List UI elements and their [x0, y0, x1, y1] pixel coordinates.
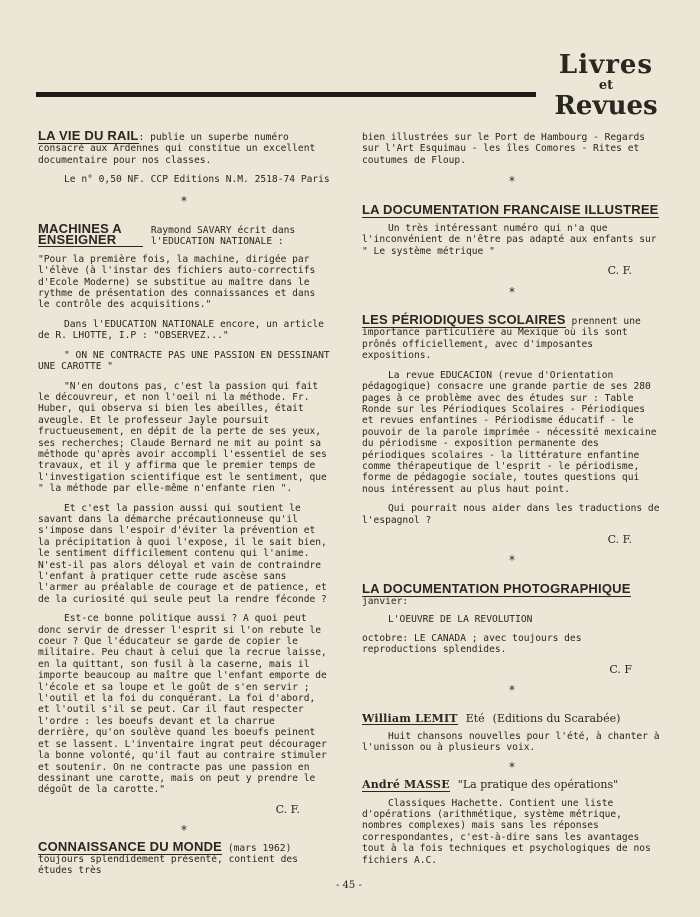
review-connaissance [38, 838, 330, 877]
review-text: (mars 1962) toujours splendidement présenté, contient des études très [38, 842, 298, 877]
title-line-1: Livres [558, 50, 654, 80]
header-rule [36, 92, 536, 97]
left-column [38, 130, 330, 885]
review-text: octobre: LE CANADA ; avec toujours des reproductions splendides. [362, 633, 582, 656]
review-text: Huit chansons nouvelles pour l'été, à chanter à l'unisson ou à plusieurs voix. [362, 731, 660, 754]
continued-text: bien illustrées sur le Port de Hambourg - Regards sur l'Art Esquimau - les îles Comores - Rites et coutumes de Floup. [362, 132, 646, 166]
review-heading: LA VIE DU RAIL [38, 128, 139, 143]
review-author: William LEMIT [362, 711, 458, 725]
review-subtitle: L'OEUVRE DE LA REVOLUTION [388, 613, 533, 625]
review-vie-du-rail [38, 130, 330, 166]
page-number: - 45 - [336, 880, 362, 891]
title-line-2: et [598, 78, 614, 93]
signature: C. F. [607, 264, 632, 278]
separator-star: * [508, 553, 516, 568]
review-book-title: Eté [465, 711, 485, 725]
review-publisher: (Editions du Scarabée) [492, 711, 621, 725]
separator-star: * [508, 759, 516, 774]
review-periodiques [362, 314, 662, 362]
separator-star: * [180, 823, 188, 838]
body-paragraph: La revue EDUCACION (revue d'Orientation pédagogique) consacre une grande partie de ses 280 pages à ce problème avec des études sur : Table Ronde sur les Périodiques Scolaires - Périodiques et revues enfantines - Périodisme éducatif - le pouvoir de la parole imprimée - nécessité mexicaine du périodisme - exposition permanente des périodiques scolaires - la littérature enfantine comme thérapeutique de l'esprit - le périodisme, forme de pédagogie sociale, toutes questions qui nous intéressent au plus haut point. [362, 369, 657, 495]
quote-title: " ON NE CONTRACTE PAS UNE PASSION EN DESSINANT UNE CAROTTE " [38, 349, 330, 373]
separator-star: * [180, 193, 188, 208]
signature: C. F [609, 662, 632, 676]
body-paragraph: Dans l'EDUCATION NATIONALE encore, un article de R. LHOTTE, I.P : "OBSERVEZ..." [38, 318, 324, 342]
quote-paragraph: Et c'est la passion aussi qui soutient le savant dans la démarche précautionneuse qu'il s'impose dans l'espoir d'éviter la prévention et la précipitation à quoi l'expose, il le sait bien, le sentiment difficilement contenu qui l'anime. N'est-il pas alors déloyal et vain de contraindre l'enfant à pratiquer cette rude ascèse sans l'armer au préalable de courage et de patience, et de la curiosité qui seule peut la rendre féconde ? [38, 502, 327, 605]
separator-star: * [508, 174, 516, 189]
right-column [362, 132, 662, 874]
review-documentation-francaise [362, 201, 662, 217]
review-heading: LA DOCUMENTATION FRANCAISE ILLUSTREE [362, 201, 659, 217]
review-month: janvier: [362, 596, 409, 608]
section-title [536, 50, 676, 121]
review-heading: LES PÉRIODIQUES SCOLAIRES [362, 312, 566, 328]
body-paragraph: Qui pourrait nous aider dans les traductions de l'espagnol ? [362, 503, 660, 526]
quote-paragraph: "Pour la première fois, la machine, dirigée par l'élève (à l'instar des fichiers auto-correctifs d'Ecole Moderne) se substitue au maître dans le rythme de présentation des connaissances et dans le contrôle des acquisitions." [38, 253, 316, 311]
review-book-title: "La pratique des opérations" [457, 778, 619, 792]
review-text: Un très intéressant numéro qui n'a que l'inconvénient de n'être pas adapté aux enfants sur " Le système métrique " [362, 223, 657, 257]
review-documentation-photographique [362, 580, 662, 608]
review-text: Classiques Hachette. Contient une liste d'opérations (arithmétique, système métrique, nombres complexes) mais sans les réponses correspondantes, c'est-à-dire sans les avantages tout à la fois techniques et psychologiques de nos fichiers A.C. [362, 797, 651, 866]
signature: C. F. [607, 532, 632, 546]
separator-star: * [508, 683, 516, 698]
review-intro: Raymond SAVARY écrit dans l'EDUCATION NATIONALE : [150, 225, 296, 248]
review-text: : publie un superbe numéro consacré aux Ardennes qui constitue un excellent documentaire pour nos classes. [38, 132, 316, 166]
review-machines-heading-row [38, 223, 330, 248]
title-line-3: Revues [554, 91, 658, 121]
review-heading: MACHINES A ENSEIGNER [38, 223, 143, 247]
review-intro: prennent une importance particulière au Mexique où ils sont prônés officiellement, avec d'imposantes expositions. [362, 316, 641, 362]
quote-paragraph: "N'en doutons pas, c'est la passion qui fait le découvreur, et non l'oeil ni la méthode. Fr. Huber, qui observa si bien les abeilles, était aveugle. Et le professeur Jayle poursuit fructueusement, en dépit de la perte de ses yeux, ses recherches; Claude Bernard ne mit au point sa méthode qu'après avoir accompli l'essentiel de ses travaux, et il y affirma que le premier temps de l'investigation scientifique est le sentiment, que " la méthode par elle-même n'enfante rien ". [38, 380, 327, 495]
separator-star: * [508, 284, 516, 299]
review-reference: Le n° 0,50 NF. CCP Editions N.M. 2518-74 Paris [64, 174, 330, 186]
review-heading: LA DOCUMENTATION PHOTOGRAPHIQUE [362, 580, 631, 596]
review-lemit-heading-row [362, 713, 662, 725]
signature: C. F. [275, 802, 300, 816]
review-author: André MASSE [362, 778, 450, 792]
review-masse-heading-row [362, 779, 662, 791]
quote-paragraph: Est-ce bonne politique aussi ? A quoi peut donc servir de dresser l'esprit si l'on rebute le coeur ? Que l'éducateur se garde de copier le militaire. Peu chaut à celui que la recrue laisse, en la quittant, son fusil à la caserne, mais il importe beaucoup au maître que l'enfant emporte de l'école et sa loupe et le goût de s'en servir ; l'outil et la foi du conquérant. La foi d'abord, et l'outil s'il se peut. Car il faut respecter l'ordre : les boeufs devant et la charrue derrière, qu'on soulève quand les boeufs peinent et se lassent. L'inventaire ingrat peut décourager la bonne volonté, qu'il faut au contraire stimuler et soutenir. On ne contracte pas une passion en dessinant une carotte, mais on peut y prendre le dégoût de la carotte." [38, 613, 327, 796]
review-heading: CONNAISSANCE DU MONDE [38, 838, 223, 854]
